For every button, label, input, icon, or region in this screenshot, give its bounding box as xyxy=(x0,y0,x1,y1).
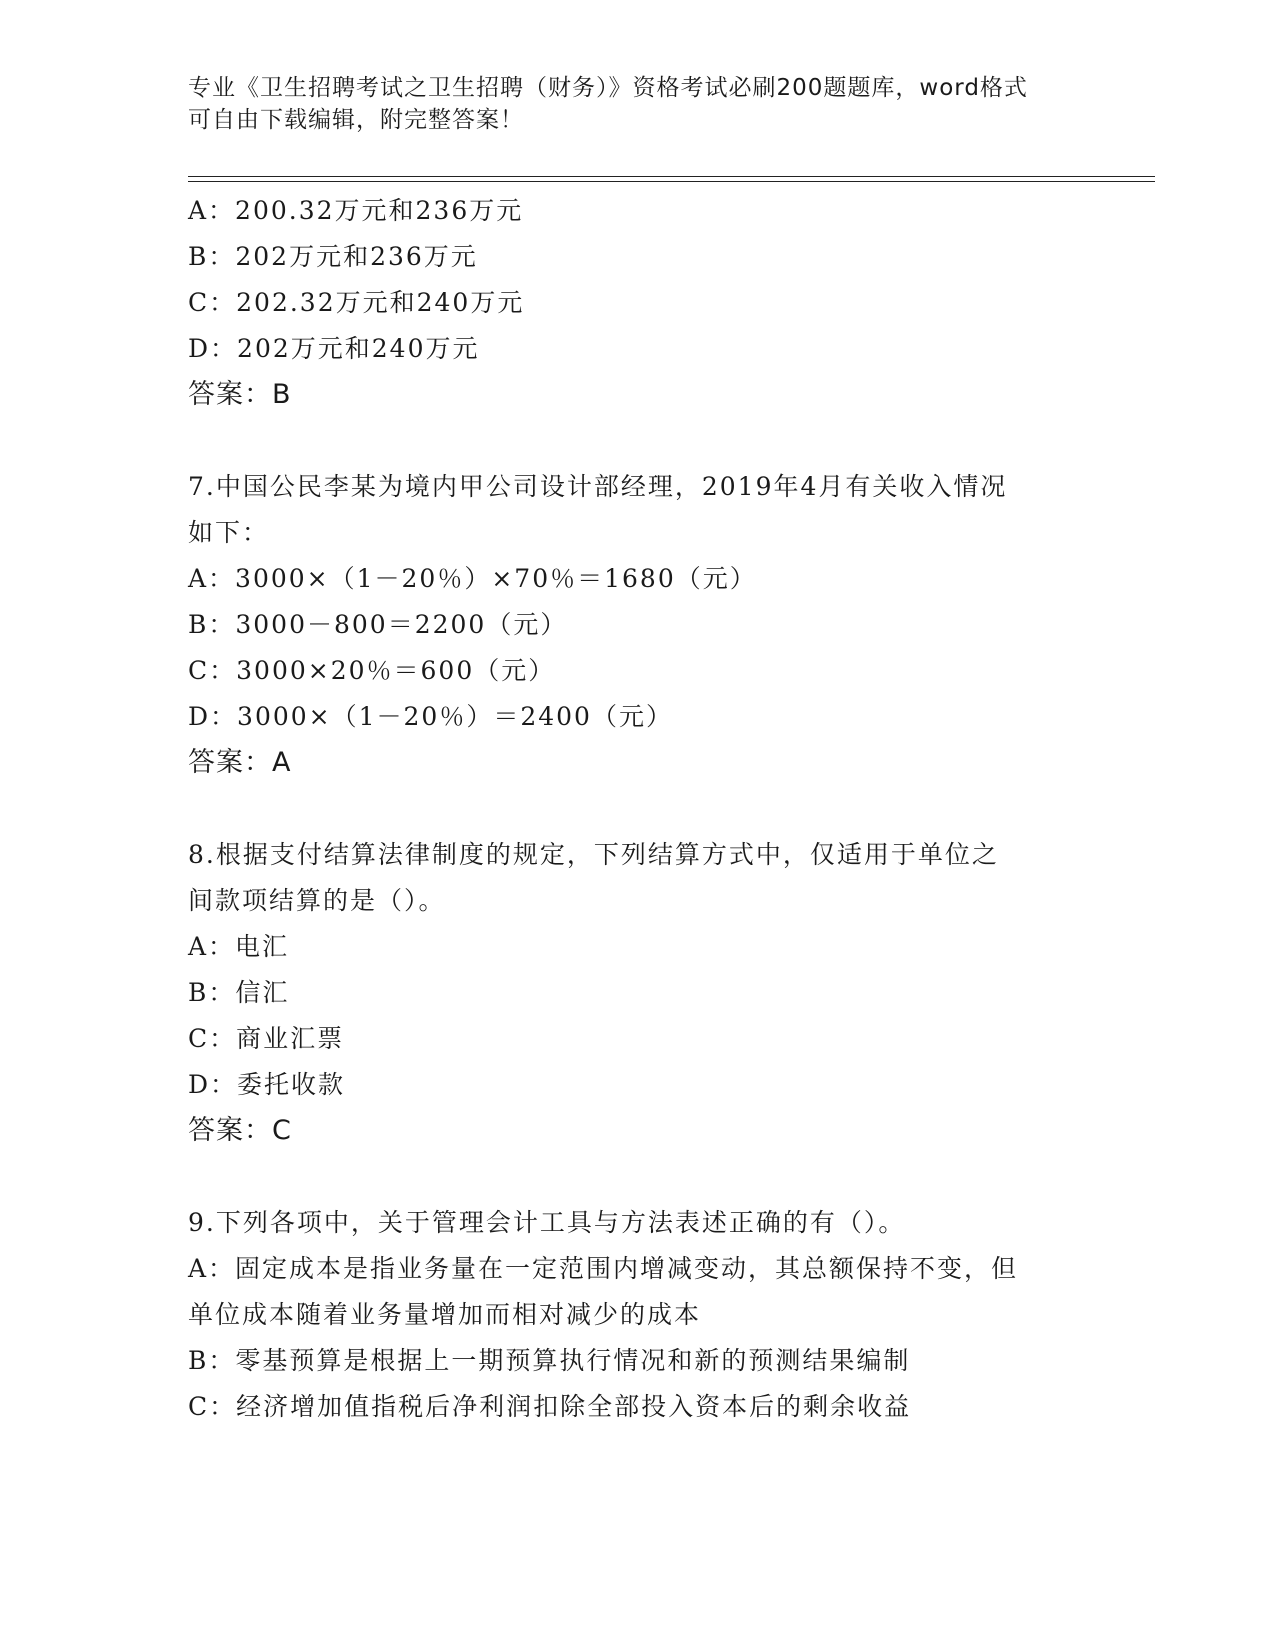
question-stem: 7.中国公民李某为境内甲公司设计部经理，2019年4月有关收入情况 xyxy=(188,472,1008,501)
question-7 xyxy=(188,464,1088,786)
option-b: B：信汇 xyxy=(188,978,290,1007)
option-c: C：经济增加值指税后净利润扣除全部投入资本后的剩余收益 xyxy=(188,1392,912,1421)
option-b: B：3000－800＝2200（元） xyxy=(188,610,568,639)
spacer xyxy=(188,786,1088,832)
question-stem-continued: 如下： xyxy=(188,518,270,547)
option-c: C：202.32万元和240万元 xyxy=(188,288,525,317)
question-list xyxy=(188,188,1088,1430)
option-d: D：202万元和240万元 xyxy=(188,334,480,363)
answer-line: 答案：B xyxy=(188,379,292,410)
answer-line: 答案：C xyxy=(188,1115,292,1146)
spacer xyxy=(188,418,1088,464)
spacer xyxy=(188,1154,1088,1200)
question-stem: 9.下列各项中，关于管理会计工具与方法表述正确的有（）。 xyxy=(188,1208,906,1237)
option-c: C：商业汇票 xyxy=(188,1024,345,1053)
header-line-1: 专业《卫生招聘考试之卫生招聘（财务）》资格考试必刷200题题库，word格式 xyxy=(188,75,1028,101)
question-stem-continued: 间款项结算的是（）。 xyxy=(188,886,446,915)
answer-line: 答案：A xyxy=(188,747,292,778)
option-a: A：电汇 xyxy=(188,932,290,961)
option-a-continued: 单位成本随着业务量增加而相对减少的成本 xyxy=(188,1300,702,1329)
option-d: D：3000×（1－20％）＝2400（元） xyxy=(188,702,673,731)
option-b: B：零基预算是根据上一期预算执行情况和新的预测结果编制 xyxy=(188,1346,911,1375)
question-6 xyxy=(188,188,1088,418)
option-c: C：3000×20％＝600（元） xyxy=(188,656,556,685)
option-d: D：委托收款 xyxy=(188,1070,346,1099)
header-line-2: 可自由下载编辑，附完整答案！ xyxy=(188,107,524,133)
question-9 xyxy=(188,1200,1088,1430)
option-b: B：202万元和236万元 xyxy=(188,242,478,271)
option-a: A：200.32万元和236万元 xyxy=(188,196,524,225)
question-stem: 8.根据支付结算法律制度的规定，下列结算方式中，仅适用于单位之 xyxy=(188,840,999,869)
header-divider-top xyxy=(188,176,1155,177)
header-divider-bottom xyxy=(188,181,1155,182)
option-a: A：固定成本是指业务量在一定范围内增减变动，其总额保持不变，但 xyxy=(188,1254,1019,1283)
document-header xyxy=(188,72,1068,136)
option-a: A：3000×（1－20％）×70％＝1680（元） xyxy=(188,564,757,593)
question-8 xyxy=(188,832,1088,1154)
